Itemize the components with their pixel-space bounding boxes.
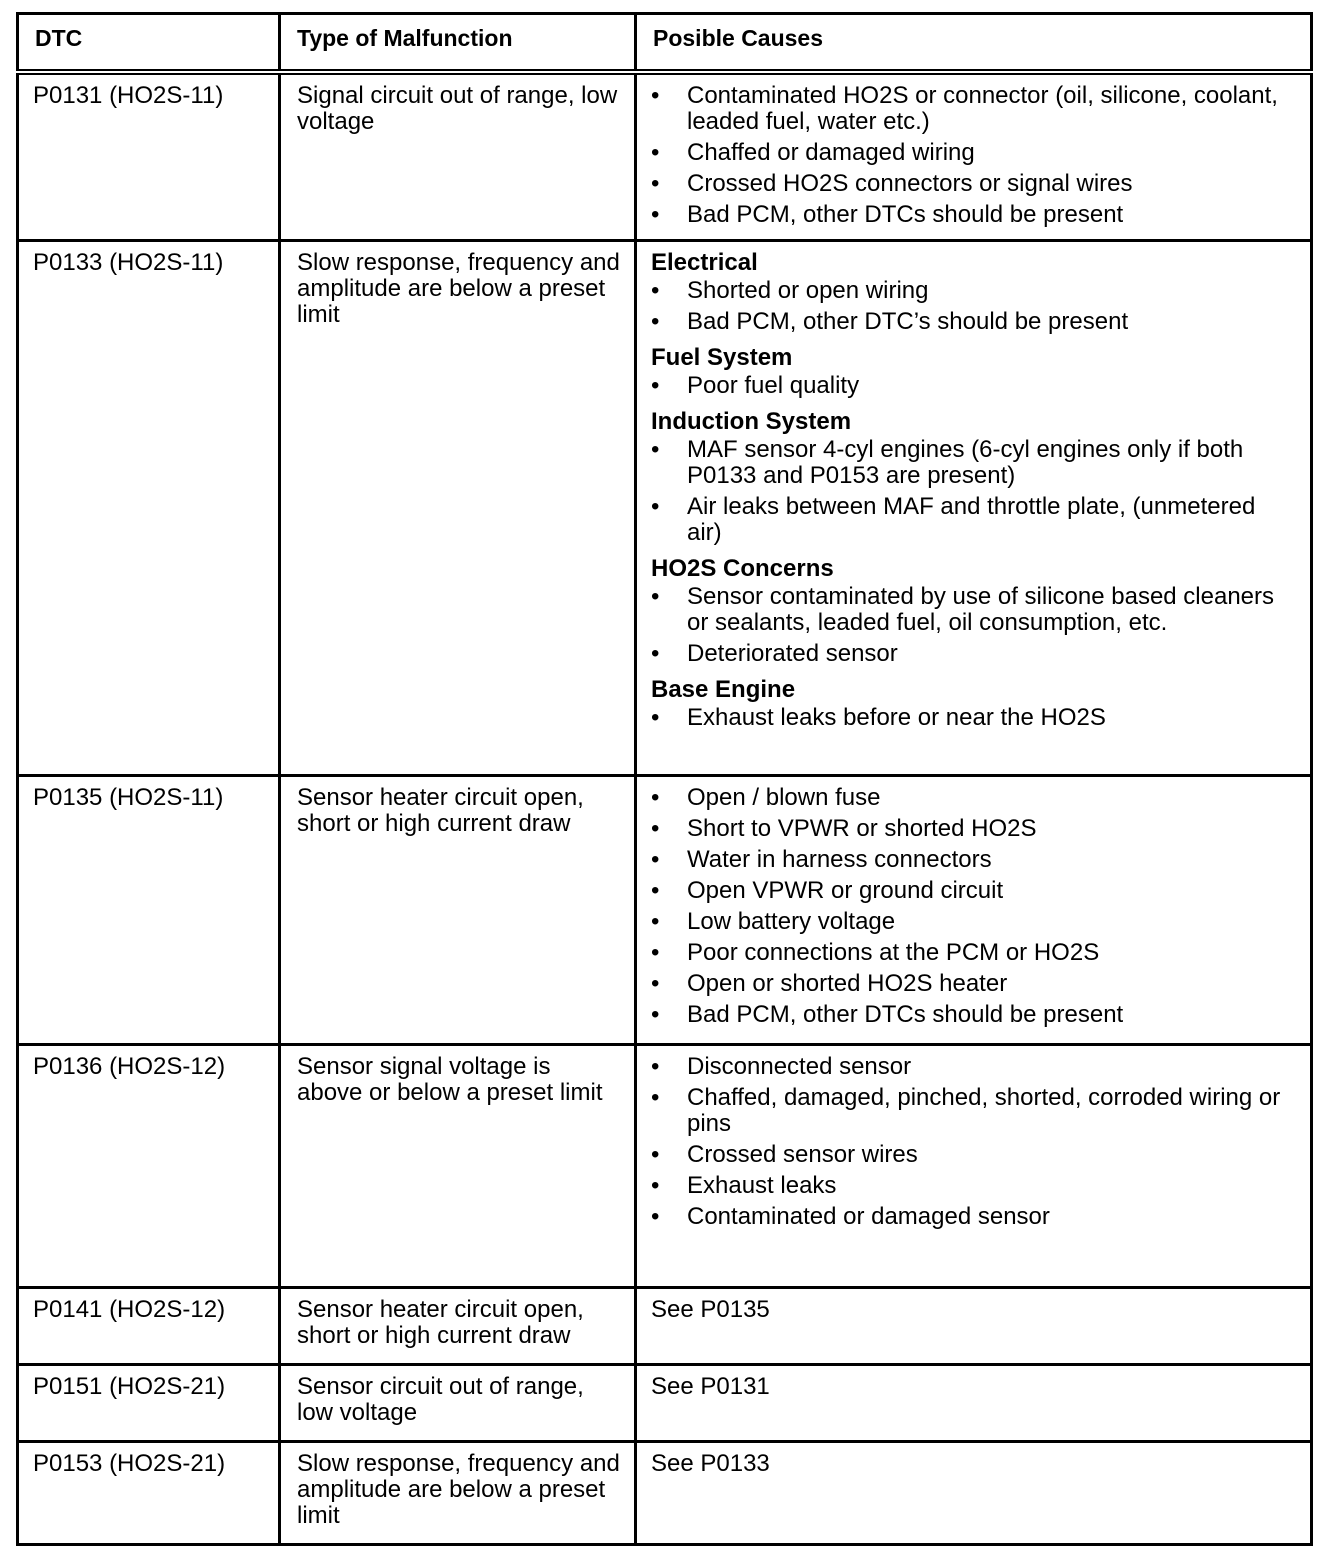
list-item: • Open / blown fuse — [651, 785, 1296, 811]
cause-list — [651, 785, 1296, 1028]
list-item: • Poor fuel quality — [651, 373, 1296, 399]
cause-group-ho2s-concerns — [651, 556, 1296, 667]
possible-causes — [636, 1442, 1312, 1545]
possible-causes — [636, 1365, 1312, 1442]
cause-group-fuel-system — [651, 345, 1296, 399]
list-item: • Crossed sensor wires — [651, 1142, 1296, 1168]
cause-group-induction-system — [651, 409, 1296, 546]
cause-group-electrical — [651, 250, 1296, 335]
dtc-code: P0135 (HO2S-11) — [18, 776, 280, 1045]
list-item: • Air leaks between MAF and throttle plate, (unmetered air) — [651, 494, 1296, 546]
list-item: • Contaminated HO2S or connector (oil, silicone, coolant, leaded fuel, water etc.) — [651, 83, 1296, 135]
dtc-code: P0133 (HO2S-11) — [18, 241, 280, 776]
table-row — [18, 241, 1312, 776]
cause-list — [651, 584, 1296, 667]
malfunction-type: Sensor circuit out of range, low voltage — [280, 1365, 636, 1442]
possible-causes — [636, 776, 1312, 1045]
list-item: • Contaminated or damaged sensor — [651, 1204, 1296, 1230]
cause-list — [651, 278, 1296, 335]
list-item: • Open or shorted HO2S heater — [651, 971, 1296, 997]
cause-list — [651, 437, 1296, 546]
list-item: • Crossed HO2S connectors or signal wires — [651, 171, 1296, 197]
possible-causes — [636, 1288, 1312, 1365]
dtc-code: P0151 (HO2S-21) — [18, 1365, 280, 1442]
group-title: Fuel System — [651, 344, 793, 371]
dtc-code: P0153 (HO2S-21) — [18, 1442, 280, 1545]
possible-causes — [636, 1045, 1312, 1288]
dtc-table — [16, 12, 1313, 1546]
table-row — [18, 72, 1312, 241]
cause-list — [651, 1054, 1296, 1230]
list-item: • Poor connections at the PCM or HO2S — [651, 940, 1296, 966]
list-item: • Exhaust leaks before or near the HO2S — [651, 705, 1296, 731]
cause-list — [651, 373, 1296, 399]
list-item: • Sensor contaminated by use of silicone based cleaners or sealants, leaded fuel, oil consumption, etc. — [651, 584, 1296, 636]
possible-causes — [636, 72, 1312, 241]
malfunction-type: Slow response, frequency and amplitude are below a preset limit — [280, 241, 636, 776]
dtc-code: P0131 (HO2S-11) — [18, 72, 280, 241]
list-item: • Bad PCM, other DTCs should be present — [651, 1002, 1296, 1028]
list-item: • Chaffed, damaged, pinched, shorted, corroded wiring or pins — [651, 1085, 1296, 1137]
malfunction-type: Signal circuit out of range, low voltage — [280, 72, 636, 241]
list-item: • Deteriorated sensor — [651, 641, 1296, 667]
dtc-code: P0136 (HO2S-12) — [18, 1045, 280, 1288]
header-possible-causes: Posible Causes — [636, 14, 1312, 73]
see-reference: See P0135 — [651, 1296, 770, 1323]
table-row — [18, 1045, 1312, 1288]
group-title: HO2S Concerns — [651, 555, 834, 582]
cause-list — [651, 705, 1296, 731]
header-type-of-malfunction: Type of Malfunction — [280, 14, 636, 73]
possible-causes — [636, 241, 1312, 776]
list-item: • Chaffed or damaged wiring — [651, 140, 1296, 166]
see-reference: See P0133 — [651, 1450, 770, 1477]
list-item: • Disconnected sensor — [651, 1054, 1296, 1080]
table-row — [18, 776, 1312, 1045]
group-title: Electrical — [651, 249, 758, 276]
malfunction-type: Sensor signal voltage is above or below a preset limit — [280, 1045, 636, 1288]
see-reference: See P0131 — [651, 1373, 770, 1400]
list-item: • Open VPWR or ground circuit — [651, 878, 1296, 904]
malfunction-type: Slow response, frequency and amplitude are below a preset limit — [280, 1442, 636, 1545]
list-item: • Water in harness connectors — [651, 847, 1296, 873]
cause-list — [651, 83, 1296, 228]
list-item: • MAF sensor 4-cyl engines (6-cyl engines only if both P0133 and P0153 are present) — [651, 437, 1296, 489]
group-title: Induction System — [651, 408, 852, 435]
group-title: Base Engine — [651, 676, 796, 703]
list-item: • Exhaust leaks — [651, 1173, 1296, 1199]
table-row — [18, 1288, 1312, 1365]
table-row — [18, 1442, 1312, 1545]
list-item: • Bad PCM, other DTCs should be present — [651, 202, 1296, 228]
table-header-row — [18, 14, 1312, 73]
list-item: • Bad PCM, other DTC’s should be present — [651, 309, 1296, 335]
malfunction-type: Sensor heater circuit open, short or high current draw — [280, 776, 636, 1045]
dtc-code: P0141 (HO2S-12) — [18, 1288, 280, 1365]
list-item: • Low battery voltage — [651, 909, 1296, 935]
table-row — [18, 1365, 1312, 1442]
header-dtc: DTC — [18, 14, 280, 73]
malfunction-type: Sensor heater circuit open, short or high current draw — [280, 1288, 636, 1365]
cause-group-base-engine — [651, 677, 1296, 731]
list-item: • Shorted or open wiring — [651, 278, 1296, 304]
list-item: • Short to VPWR or shorted HO2S — [651, 816, 1296, 842]
